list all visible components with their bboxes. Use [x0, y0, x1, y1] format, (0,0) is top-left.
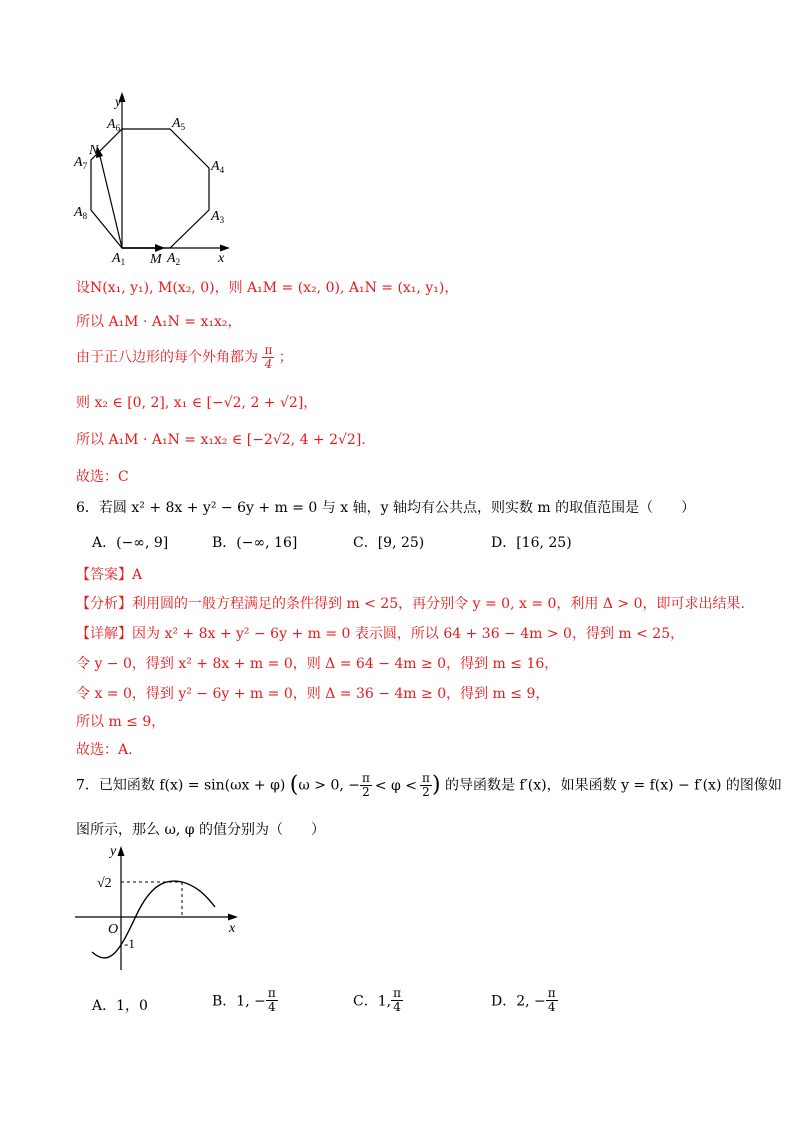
q7-frac-1: $\frac{\pi}{2}$ — [361, 771, 370, 799]
graph-label-neg1: -1 — [124, 936, 135, 951]
q6-option-d[interactable]: D．[16, 25) — [491, 535, 572, 551]
label-M: M — [150, 252, 162, 267]
label-A4: $A_4$ — [211, 159, 225, 175]
q6-detail-4: 所以 m ≤ 9， — [76, 714, 166, 730]
q7-stem-part-1: 7．已知函数 f(x) = sin(ωx + φ) — [76, 777, 286, 794]
q7-condition: (ω > 0, − $\frac{\pi}{2}$ < φ < $\frac{\pi}{2}$ ) — [289, 771, 441, 799]
q7-condition-text: ω > 0, − — [298, 777, 360, 794]
axis-label-y: y — [115, 95, 122, 110]
q6-option-a[interactable]: A．(−∞, 9] — [92, 535, 169, 551]
q6-option-c[interactable]: C．[9, 25) — [353, 535, 425, 551]
label-A6: $A_6$ — [107, 117, 121, 133]
label-A7: $A_7$ — [74, 155, 88, 171]
label-A3: $A_3$ — [211, 209, 225, 225]
solution-choice: 故选：C — [76, 469, 129, 485]
question-7-stem — [76, 772, 782, 799]
q6-answer: 【答案】A — [76, 567, 143, 583]
q6-choice: 故选：A. — [76, 742, 133, 758]
solution-line-4: 则 x₂ ∈ [0, 2], x₁ ∈ [−√2, 2 + √2]， — [76, 395, 318, 411]
solution-line-5: 所以 A₁M · A₁N = x₁x₂ ∈ [−2√2, 4 + 2√2]. — [76, 432, 366, 448]
q6-detail-1: 【详解】因为 x² + 8x + y² − 6y + m = 0 表示圆，所以 64 + 36 − 4m > 0，得到 m < 25， — [76, 626, 685, 642]
label-A2: $A_2$ — [167, 251, 181, 267]
q7-condition-mid: < φ < — [374, 777, 418, 794]
octagon-shape — [91, 129, 209, 248]
graph-label-origin: O — [108, 922, 119, 937]
fraction-denominator: 4 — [264, 357, 273, 371]
label-A5: $A_5$ — [172, 116, 186, 132]
graph-label-x: x — [229, 921, 236, 936]
pi-over-4-fraction — [262, 344, 274, 371]
fraction-numerator: π — [264, 343, 273, 357]
q7-option-a[interactable]: A．1，0 — [92, 998, 148, 1014]
octagon-figure — [60, 85, 250, 270]
label-N: N — [89, 143, 99, 158]
label-A1: $A_1$ — [112, 251, 126, 267]
solution-line-1: 设N(x₁, y₁), M(x₂, 0)，则 A₁M = (x₂, 0), A₁N = (x₁, y₁)， — [76, 280, 459, 296]
solution-line-3-text: 由于正八边形的每个外角都为 — [76, 349, 258, 366]
solution-line-3 — [76, 344, 293, 371]
q6-option-b[interactable]: B．(−∞, 16] — [212, 535, 298, 551]
q7-stem-part-3: 图所示，那么 ω, φ 的值分别为（ ） — [76, 822, 326, 838]
graph-label-y: y — [110, 844, 117, 859]
q6-analysis: 【分析】利用圆的一般方程满足的条件得到 m < 25，再分别令 y = 0, x = 0，利用 Δ > 0，即可求出结果. — [76, 596, 745, 612]
label-A8: $A_8$ — [74, 205, 88, 221]
q7-option-c[interactable]: C．1, $\frac{\pi}{4}$ — [353, 986, 401, 1014]
q7-stem-part-2: 的导函数是 f′(x)，如果函数 y = f(x) − f′(x) 的图像如 — [444, 777, 782, 794]
graph-label-sqrt2: √2 — [97, 876, 112, 891]
q7-option-d[interactable]: D．2, − $\frac{\pi}{4}$ — [491, 986, 556, 1014]
q7-frac-2: $\frac{\pi}{2}$ — [422, 771, 430, 799]
q6-detail-3: 令 x = 0，得到 y² − 6y + m = 0，则 Δ = 36 − 4m ≥ 0，得到 m ≤ 9， — [76, 686, 550, 702]
solution-line-3-end: ； — [278, 349, 293, 366]
function-curve — [92, 881, 215, 958]
sine-graph-figure — [70, 835, 250, 975]
axis-label-x: x — [218, 251, 225, 266]
q7-option-b[interactable]: B．1, − $\frac{\pi}{4}$ — [212, 986, 276, 1014]
solution-line-2: 所以 A₁M · A₁N = x₁x₂， — [76, 314, 242, 330]
q6-detail-2: 令 y − 0，得到 x² + 8x + m = 0，则 Δ = 64 − 4m ≥ 0，得到 m ≤ 16， — [76, 656, 559, 672]
question-6-stem: 6．若圆 x² + 8x + y² − 6y + m = 0 与 x 轴，y 轴均有公共点，则实数 m 的取值范围是（ ） — [76, 500, 696, 516]
